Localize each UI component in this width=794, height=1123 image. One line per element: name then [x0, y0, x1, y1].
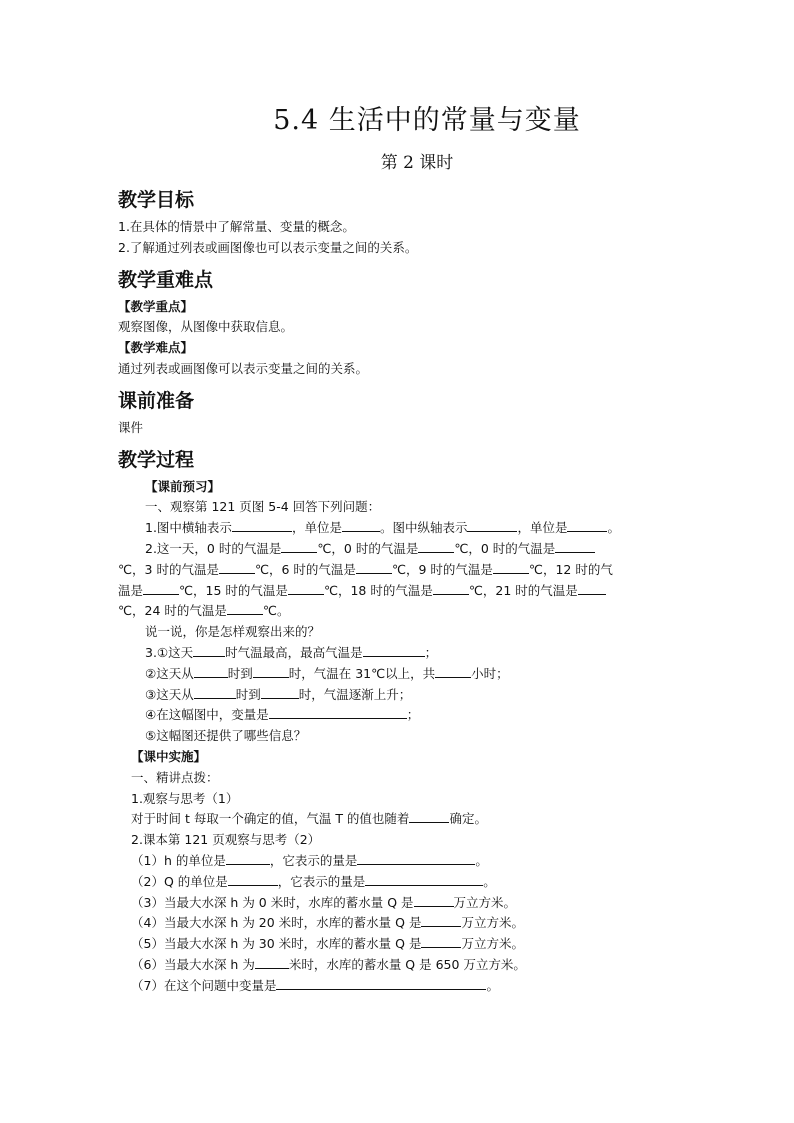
- answer-blank[interactable]: [467, 519, 517, 532]
- heading-teaching-process: 教学过程: [118, 448, 195, 471]
- answer-blank[interactable]: [435, 665, 471, 678]
- goal-2: 2.了解通过列表或画图像也可以表示变量之间的关系。: [118, 239, 418, 255]
- question-2-line-3: 温是 ℃，15 时的气温是 ℃，18 时的气温是 ℃，21 时的气温是: [118, 581, 678, 602]
- tag-in-class: 【课中实施】: [131, 748, 207, 764]
- answer-blank[interactable]: [269, 706, 407, 719]
- answer-blank[interactable]: [409, 810, 449, 823]
- answer-blank[interactable]: [555, 540, 595, 553]
- sub-question-2: （2）Q 的单位是 ，它表示的量是 。: [131, 873, 496, 889]
- answer-blank[interactable]: [421, 935, 461, 948]
- heading-teaching-goals: 教学目标: [118, 189, 195, 211]
- document-body: [118, 185, 678, 997]
- sub-question-6: （6）当最大水深 h 为 米时，水库的蓄水量 Q 是 650 万立方米。: [131, 956, 526, 972]
- sub-question-7: （7）在这个问题中变量是 。: [131, 977, 499, 993]
- answer-blank[interactable]: [193, 644, 225, 657]
- answer-blank[interactable]: [276, 977, 486, 990]
- heading-key-points: 教学重难点: [118, 268, 214, 291]
- answer-blank[interactable]: [194, 686, 236, 699]
- answer-blank[interactable]: [288, 582, 324, 595]
- say-prompt: 说一说，你是怎样观察出来的？: [145, 624, 321, 640]
- question-3-3: ③这天从 时到 时，气温逐渐上升；: [145, 686, 412, 702]
- in-class-item-1: 1.观察与思考（1）: [131, 790, 239, 806]
- question-3-2: ②这天从 时到 时，气温在 31℃以上，共 小时；: [145, 665, 509, 681]
- tag-key-point: 【教学重点】: [118, 298, 194, 314]
- answer-blank[interactable]: [578, 582, 606, 595]
- tag-preview: 【课前预习】: [145, 478, 221, 494]
- answer-blank[interactable]: [228, 873, 278, 886]
- answer-blank[interactable]: [143, 582, 179, 595]
- in-class-intro: 一、精讲点拨：: [131, 769, 219, 785]
- answer-blank[interactable]: [414, 894, 454, 907]
- question-3-1: 3.①这天 时气温最高，最高气温是 ；: [145, 644, 438, 660]
- answer-blank[interactable]: [365, 873, 483, 886]
- answer-blank[interactable]: [255, 956, 289, 969]
- goal-1: 1.在具体的情景中了解常量、变量的概念。: [118, 219, 355, 234]
- answer-blank[interactable]: [357, 852, 475, 865]
- heading-preparation: 课前准备: [118, 389, 195, 412]
- sub-question-3: （3）当最大水深 h 为 0 米时，水库的蓄水量 Q 是 万立方米。: [131, 894, 517, 910]
- question-2-line-4: ℃，24 时的气温是 ℃。: [118, 603, 290, 619]
- in-class-item-1-text: 对于时间 t 每取一个确定的值，气温 T 的值也随着 确定。: [131, 811, 487, 827]
- answer-blank[interactable]: [567, 519, 607, 532]
- key-point-text: 观察图像，从图像中获取信息。: [118, 319, 294, 335]
- answer-blank[interactable]: [219, 561, 255, 574]
- sub-question-5: （5）当最大水深 h 为 30 米时，水库的蓄水量 Q 是 万立方米。: [131, 936, 524, 952]
- answer-blank[interactable]: [356, 561, 392, 574]
- answer-blank[interactable]: [342, 519, 380, 532]
- question-3-5: ⑤这幅图还提供了哪些信息？: [145, 728, 307, 744]
- answer-blank[interactable]: [433, 582, 469, 595]
- sub-question-1: （1）h 的单位是 ，它表示的量是 。: [131, 852, 488, 868]
- in-class-item-2: 2.课本第 121 页观察与思考（2）: [131, 832, 321, 848]
- question-1: 1.图中横轴表示 ，单位是 。图中纵轴表示 ，单位是 。: [145, 520, 620, 536]
- page-subtitle: 第 2 课时: [380, 153, 454, 173]
- answer-blank[interactable]: [226, 852, 270, 865]
- question-2-line-2: ℃，3 时的气温是 ℃，6 时的气温是 ℃，9 时的气温是 ℃，12 时的气: [118, 561, 613, 577]
- answer-blank[interactable]: [261, 686, 299, 699]
- preparation-text: 课件: [118, 419, 144, 435]
- answer-blank[interactable]: [493, 561, 529, 574]
- question-3-4: ④在这幅图中，变量是 ；: [145, 707, 420, 723]
- answer-blank[interactable]: [363, 644, 425, 657]
- answer-blank[interactable]: [253, 665, 289, 678]
- difficulty-text: 通过列表或画图像可以表示变量之间的关系。: [118, 360, 369, 376]
- question-2-line-1: 2.这一天，0 时的气温是 ℃，0 时的气温是 ℃，0 时的气温是: [118, 539, 678, 560]
- answer-blank[interactable]: [281, 540, 317, 553]
- answer-blank[interactable]: [418, 540, 454, 553]
- tag-difficulty: 【教学难点】: [118, 340, 194, 356]
- answer-blank[interactable]: [227, 602, 263, 615]
- answer-blank[interactable]: [232, 519, 292, 532]
- sub-question-4: （4）当最大水深 h 为 20 米时，水库的蓄水量 Q 是 万立方米。: [131, 915, 524, 931]
- preview-intro: 一、观察第 121 页图 5-4 回答下列问题：: [145, 499, 381, 515]
- page-title: 5.4 生活中的常量与变量: [273, 105, 581, 136]
- answer-blank[interactable]: [421, 914, 461, 927]
- answer-blank[interactable]: [194, 665, 228, 678]
